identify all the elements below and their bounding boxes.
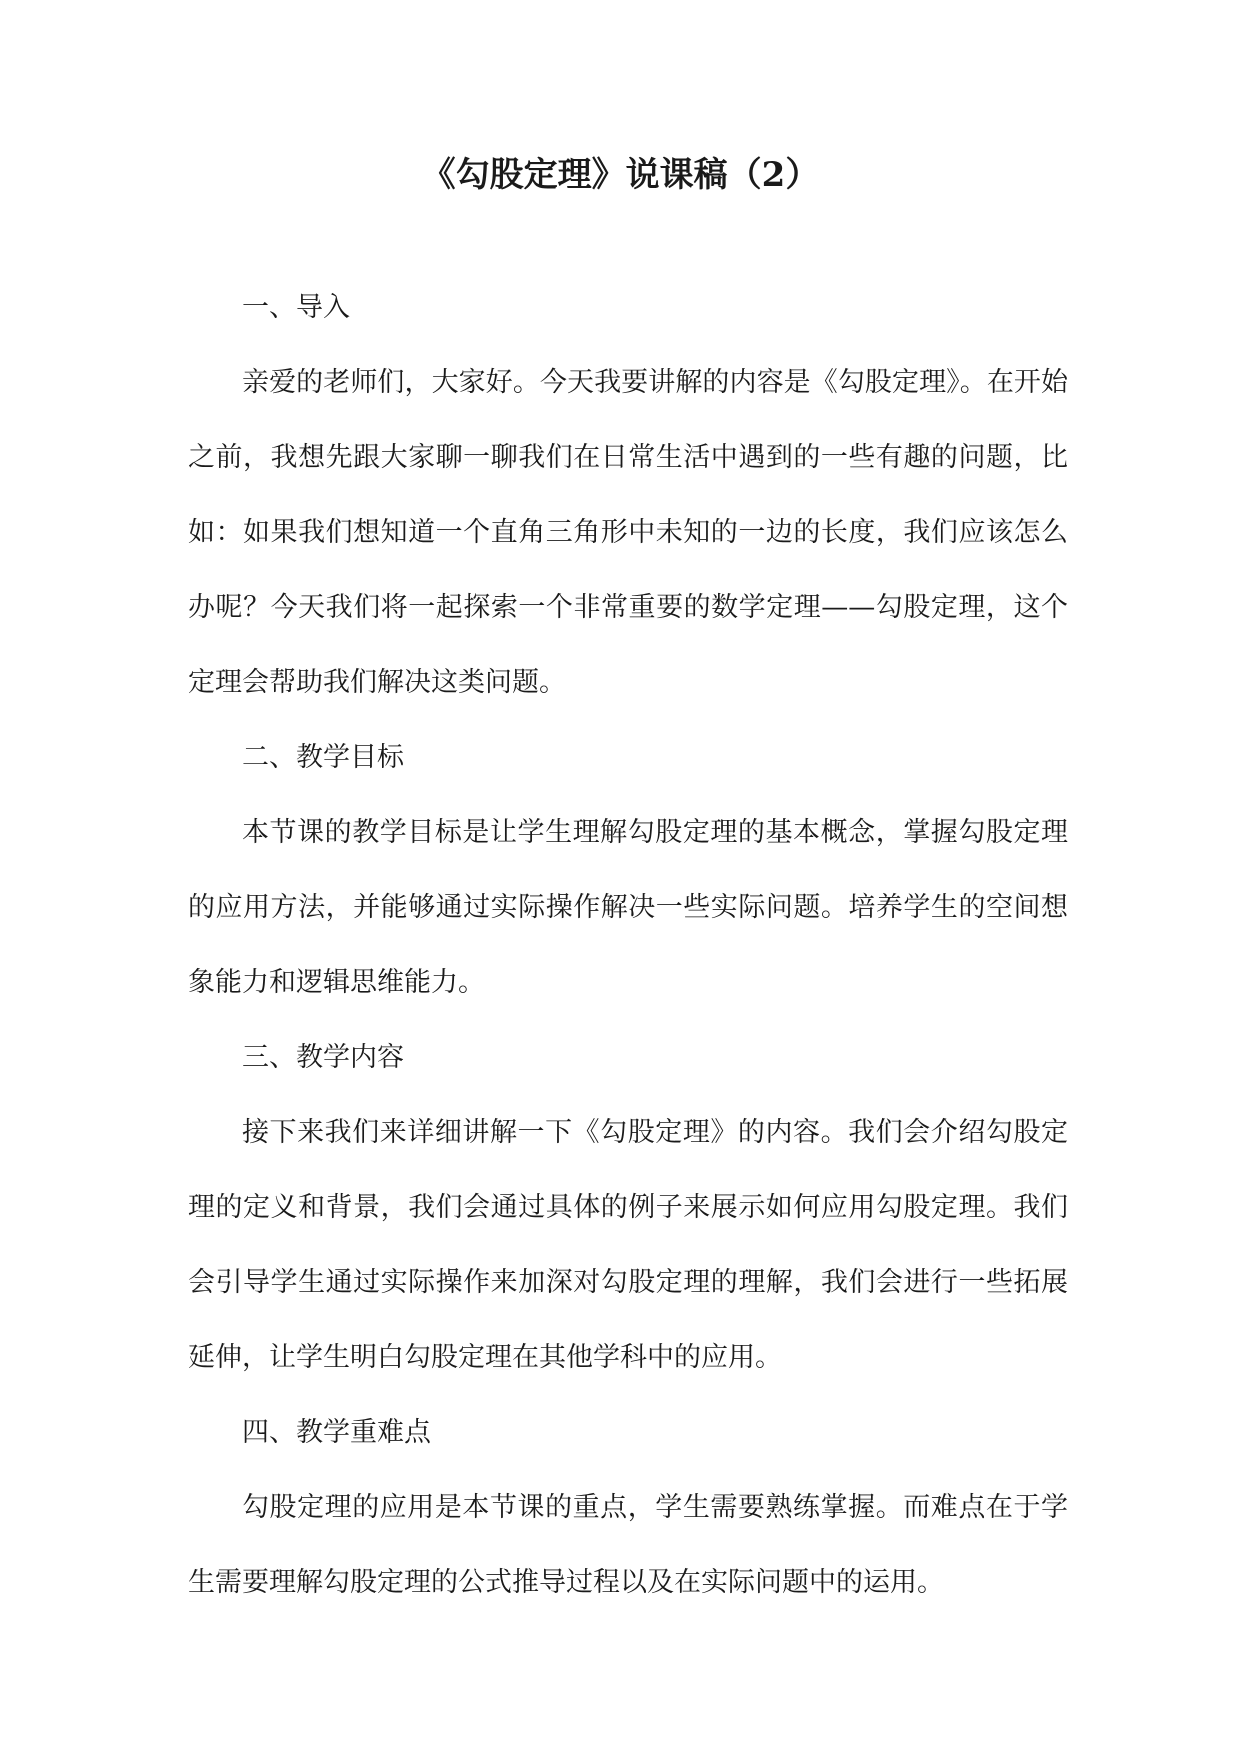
paragraph-key-points: 勾股定理的应用是本节课的重点，学生需要熟练掌握。而难点在于学生需要理解勾股定理的公式推导过程以及在实际问题中的运用。 (188, 1492, 1068, 1598)
paragraph-content: 接下来我们来详细讲解一下《勾股定理》的内容。我们会介绍勾股定理的定义和背景，我们会通过具体的例子来展示如何应用勾股定理。我们会引导学生通过实际操作来加深对勾股定理的理解，我们会进行一些拓展延伸，让学生明白勾股定理在其他学科中的应用。 (188, 1117, 1068, 1373)
section-heading-intro: 一、导入 (242, 292, 350, 323)
page-title: 《勾股定理》说课稿（2） (421, 155, 820, 195)
section-heading-key-points: 四、教学重难点 (242, 1417, 431, 1448)
paragraph-intro: 亲爱的老师们，大家好。今天我要讲解的内容是《勾股定理》。在开始之前，我想先跟大家聊一聊我们在日常生活中遇到的一些有趣的问题，比如：如果我们想知道一个直角三角形中未知的一边的长度，我们应该怎么办呢？今天我们将一起探索一个非常重要的数学定理——勾股定理，这个定理会帮助我们解决这类问题。 (188, 367, 1068, 698)
section-heading-objectives: 二、教学目标 (242, 742, 404, 773)
document-body (188, 270, 1068, 1620)
section-heading-content: 三、教学内容 (242, 1042, 404, 1073)
paragraph-objectives: 本节课的教学目标是让学生理解勾股定理的基本概念，掌握勾股定理的应用方法，并能够通过实际操作解决一些实际问题。培养学生的空间想象能力和逻辑思维能力。 (188, 817, 1068, 998)
